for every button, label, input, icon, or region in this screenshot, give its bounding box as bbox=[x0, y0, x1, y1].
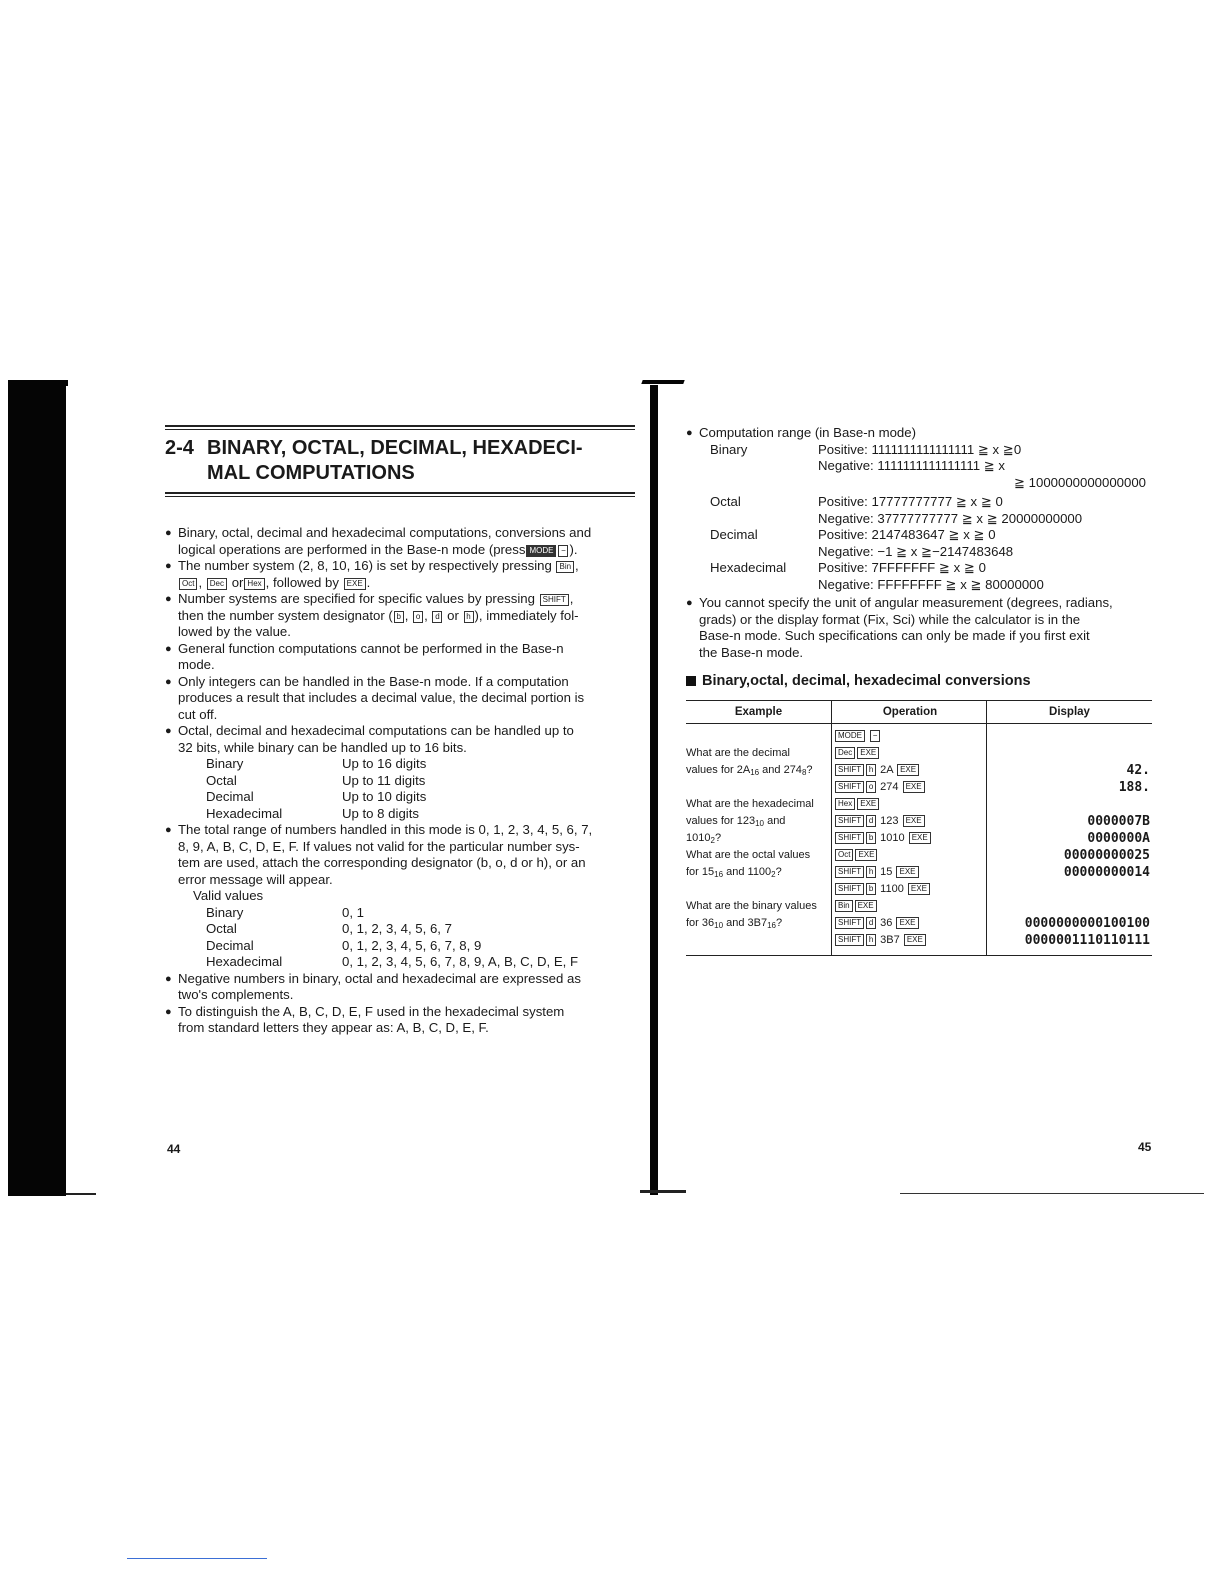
binding-edge-left bbox=[8, 380, 66, 1196]
valid-values: 0, 1, 2, 3, 4, 5, 6, 7 bbox=[342, 921, 452, 936]
table-row bbox=[686, 898, 1152, 956]
text-line: ● The total range of numbers handled in this mode is 0, 1, 2, 3, 4, 5, 6, 7, bbox=[178, 822, 593, 837]
text-line: cut off. bbox=[178, 706, 218, 722]
minus-key-icon: − bbox=[870, 730, 880, 742]
range-positive: Positive: 1111111111111111 ≧ x ≧0 bbox=[818, 441, 1022, 457]
range-negative: Negative: 37777777777 ≧ x ≧ 20000000000 bbox=[818, 510, 1083, 526]
display-result: 0000000000100100 bbox=[1024, 916, 1150, 931]
bullet-hex-letters bbox=[165, 1004, 635, 1037]
shift-key-icon: SHIFT bbox=[835, 815, 864, 827]
square-bullet-icon bbox=[686, 676, 696, 686]
section-title-line-2: MAL COMPUTATIONS bbox=[207, 462, 415, 484]
d-key-icon: d bbox=[866, 815, 876, 827]
text-line: ● Computation range (in Base-n mode) bbox=[699, 425, 916, 440]
exe-key-icon: EXE bbox=[857, 798, 879, 810]
d-key-icon: d bbox=[866, 917, 876, 929]
exe-key-icon: EXE bbox=[896, 866, 918, 878]
exe-key-icon: EXE bbox=[908, 883, 930, 895]
example-text: for 36 bbox=[686, 917, 715, 929]
text-line: ), immediately fol- bbox=[474, 607, 579, 623]
conversion-table bbox=[686, 700, 1152, 957]
d-key-icon: d bbox=[432, 611, 442, 623]
page-number-right: 45 bbox=[1138, 1140, 1152, 1154]
display-result: 0000000A bbox=[1087, 831, 1150, 846]
valid-values: 0, 1, 2, 3, 4, 5, 6, 7, 8, 9, A, B, C, D, E, F bbox=[342, 954, 579, 969]
example-text: ? bbox=[714, 832, 722, 844]
range-positive: Positive: 17777777777 ≧ x ≧ 0 bbox=[818, 494, 1003, 509]
base-subscript: 8 bbox=[801, 768, 807, 777]
base-subscript: 16 bbox=[714, 870, 724, 879]
range-positive: Positive: 2147483647 ≧ x ≧ 0 bbox=[818, 527, 996, 542]
text-line: 8, 9, A, B, C, D, E, F. If values not valid for the particular number sys- bbox=[178, 838, 580, 854]
hex-key-icon: Hex bbox=[835, 798, 855, 810]
valid-values-row bbox=[178, 905, 635, 922]
page-bottom-rule bbox=[900, 1193, 1204, 1194]
text-line: or bbox=[447, 607, 459, 623]
text-line: mode. bbox=[178, 657, 215, 672]
title-rule-bottom bbox=[165, 492, 635, 497]
bin-key-icon: Bin bbox=[835, 900, 853, 912]
shift-key-icon: SHIFT bbox=[540, 594, 569, 606]
exe-key-icon: EXE bbox=[896, 917, 918, 929]
valid-values-table bbox=[178, 905, 635, 971]
exe-key-icon: EXE bbox=[904, 934, 926, 946]
base-subscript: 2 bbox=[710, 836, 715, 845]
table-row bbox=[686, 745, 1152, 796]
mode-key-icon: MODE bbox=[526, 545, 556, 557]
input-value: 274 bbox=[880, 781, 899, 793]
oct-key-icon: Oct bbox=[835, 849, 853, 861]
text-line: produces a result that includes a decimal value, the decimal portion is bbox=[178, 690, 585, 705]
shift-key-icon: SHIFT bbox=[835, 866, 864, 878]
display-result: 0000007B bbox=[1087, 814, 1150, 829]
text-line: ● Binary, octal, decimal and hexadecimal computations, conversions and bbox=[178, 525, 592, 540]
subsection-title-text: Binary,octal, decimal, hexadecimal conversions bbox=[702, 673, 1031, 689]
example-text: ? bbox=[806, 764, 813, 776]
range-row bbox=[686, 577, 1150, 594]
bullet-computation-range bbox=[686, 425, 1150, 442]
hex-key-icon: Hex bbox=[244, 578, 264, 590]
section-title bbox=[165, 436, 635, 486]
text-line: ). bbox=[569, 541, 578, 557]
dec-key-icon: Dec bbox=[835, 747, 855, 759]
bullet-valid-range bbox=[165, 822, 635, 971]
text-line: Base-n mode. Such specifications can only be made if you first exit bbox=[699, 628, 1090, 643]
example-text: What are the binary values bbox=[686, 900, 817, 912]
binding-spine-bottom bbox=[640, 1190, 686, 1193]
text-line: Number systems are specified for specific values by pressing bbox=[178, 591, 535, 606]
bullet-angle-unit-note bbox=[686, 595, 1150, 661]
digit-limit-table bbox=[178, 756, 635, 822]
bullet-general-functions bbox=[165, 641, 635, 674]
o-key-icon: o bbox=[413, 611, 423, 623]
text-line: The number system (2, 8, 10, 16) is set by respectively pressing bbox=[178, 558, 552, 573]
input-value: 1010 bbox=[880, 832, 905, 844]
example-text: values for 2A bbox=[686, 764, 751, 776]
h-key-icon: h bbox=[464, 611, 474, 623]
text-line: the Base-n mode. bbox=[699, 644, 804, 660]
example-text: values for 123 bbox=[686, 815, 756, 827]
valid-values: 0, 1, 2, 3, 4, 5, 6, 7, 8, 9 bbox=[342, 937, 482, 953]
b-key-icon: b bbox=[394, 611, 404, 623]
text-line: ● To distinguish the A, B, C, D, E, F used in the hexadecimal system bbox=[178, 1003, 565, 1019]
bullet-base-n-mode bbox=[165, 525, 635, 558]
base-subscript: 16 bbox=[750, 768, 760, 777]
text-line: or bbox=[231, 574, 244, 590]
input-value: 2A bbox=[880, 764, 894, 776]
example-text: What are the octal values bbox=[686, 849, 811, 861]
digit-limit: Up to 16 digits bbox=[342, 756, 427, 771]
input-value: 123 bbox=[880, 815, 899, 827]
h-key-icon: h bbox=[866, 866, 876, 878]
range-negative: Negative: −1 ≧ x ≧−2147483648 bbox=[818, 543, 1014, 559]
system-name: Octal bbox=[710, 494, 741, 509]
text-line: ● Octal, decimal and hexadecimal computations can be handled up to bbox=[178, 723, 574, 738]
range-table bbox=[686, 442, 1150, 594]
text-line: grads) or the display format (Fix, Sci) while the calculator is in the bbox=[699, 611, 1081, 627]
range-positive: Positive: 7FFFFFFF ≧ x ≧ 0 bbox=[818, 560, 986, 575]
text-line: lowed by the value. bbox=[178, 624, 291, 639]
range-negative-cont: ≧ 1000000000000000 bbox=[1013, 474, 1146, 490]
example-text: and 274 bbox=[759, 764, 802, 776]
binding-spine bbox=[650, 385, 658, 1195]
display-result: 00000000025 bbox=[1063, 848, 1150, 863]
exe-key-icon: EXE bbox=[903, 815, 925, 827]
digit-limit: Up to 8 digits bbox=[342, 805, 419, 821]
binding-spine-top bbox=[641, 380, 684, 384]
input-value: 15 bbox=[880, 866, 893, 878]
valid-values-heading: Valid values bbox=[193, 888, 264, 903]
right-page bbox=[686, 425, 1150, 956]
underline-mark bbox=[127, 1558, 267, 1559]
range-row bbox=[686, 511, 1150, 528]
valid-values-row bbox=[178, 954, 635, 971]
system-name: Hexadecimal bbox=[710, 560, 787, 575]
text-line: ● You cannot specify the unit of angular measurement (degrees, radians, bbox=[699, 595, 1113, 610]
shift-key-icon: SHIFT bbox=[835, 781, 864, 793]
shift-key-icon: SHIFT bbox=[835, 883, 864, 895]
exe-key-icon: EXE bbox=[344, 578, 366, 590]
system-name: Octal bbox=[206, 772, 237, 788]
b-key-icon: b bbox=[866, 883, 876, 895]
base-subscript: 10 bbox=[755, 819, 765, 828]
valid-values: 0, 1 bbox=[342, 904, 364, 920]
digit-limit: Up to 11 digits bbox=[342, 772, 426, 788]
exe-key-icon: EXE bbox=[903, 781, 925, 793]
digit-limit-row bbox=[178, 756, 635, 773]
text-line: ● Only integers can be handled in the Base-n mode. If a computation bbox=[178, 673, 569, 689]
bullet-bit-limits bbox=[165, 723, 635, 822]
display-result: 00000000014 bbox=[1063, 865, 1150, 880]
example-text: ? bbox=[776, 917, 783, 929]
display-result: 42. bbox=[1126, 763, 1150, 778]
example-text: ? bbox=[775, 866, 782, 878]
table-row bbox=[686, 847, 1152, 898]
text-line: two's complements. bbox=[178, 987, 294, 1002]
bin-key-icon: Bin bbox=[556, 561, 574, 573]
binding-edge-left-top bbox=[60, 380, 68, 386]
input-value: 36 bbox=[880, 917, 893, 929]
exe-key-icon: EXE bbox=[855, 849, 877, 861]
title-rule-top bbox=[165, 425, 635, 430]
text-line: from standard letters they appear as: A, B, C, D, E, F. bbox=[178, 1020, 489, 1035]
system-name: Hexadecimal bbox=[206, 805, 283, 821]
system-name: Decimal bbox=[206, 937, 254, 953]
exe-key-icon: EXE bbox=[857, 747, 879, 759]
text-line: tem are used, attach the corresponding designator (b, o, d or h), or an bbox=[178, 855, 586, 870]
range-row bbox=[686, 442, 1150, 459]
shift-key-icon: SHIFT bbox=[835, 832, 864, 844]
digit-limit: Up to 10 digits bbox=[342, 789, 427, 804]
text-line: error message will appear. bbox=[178, 871, 333, 887]
shift-key-icon: SHIFT bbox=[835, 934, 864, 946]
text-line: then the number system designator ( bbox=[178, 607, 393, 623]
h-key-icon: h bbox=[866, 934, 876, 946]
range-row bbox=[686, 527, 1150, 544]
range-row bbox=[686, 560, 1150, 577]
section-number: 2-4 bbox=[165, 437, 194, 459]
minus-key-icon: − bbox=[558, 545, 568, 557]
oct-key-icon: Oct bbox=[179, 578, 197, 590]
b-key-icon: b bbox=[866, 832, 876, 844]
valid-values-row bbox=[178, 921, 635, 938]
bullet-designator: ● Number systems are specified for specific values by pressing SHIFT , then the number system designator ( b , o , d or h ), immediately fol- lowed by the value. bbox=[165, 591, 635, 641]
base-subscript: 10 bbox=[714, 921, 724, 930]
exe-key-icon: EXE bbox=[897, 764, 919, 776]
range-row bbox=[686, 494, 1150, 511]
base-subscript: 2 bbox=[771, 870, 776, 879]
mode-key-icon: MODE bbox=[835, 730, 865, 742]
example-text: and 3B7 bbox=[723, 917, 768, 929]
o-key-icon: o bbox=[866, 781, 876, 793]
system-name: Decimal bbox=[710, 527, 758, 542]
system-name: Binary bbox=[710, 441, 748, 457]
text-line: 32 bits, while binary can be handled up to 16 bits. bbox=[178, 739, 467, 755]
range-row bbox=[686, 544, 1150, 561]
subsection-title bbox=[686, 673, 1150, 690]
text-line: logical operations are performed in the Base-n mode (press bbox=[178, 541, 526, 557]
left-page bbox=[165, 425, 635, 1037]
input-value: 3B7 bbox=[880, 934, 900, 946]
text-line: ● General function computations cannot be performed in the Base-n bbox=[178, 640, 564, 656]
section-title-line-1: BINARY, OCTAL, DECIMAL, HEXADECI- bbox=[207, 437, 583, 459]
example-text: for 15 bbox=[686, 866, 715, 878]
range-row bbox=[686, 475, 1150, 492]
base-subscript: 16 bbox=[767, 921, 776, 930]
example-text: and 1100 bbox=[723, 866, 772, 878]
input-value: 1100 bbox=[880, 883, 904, 895]
range-row bbox=[686, 458, 1150, 475]
range-negative: Negative: FFFFFFFF ≧ x ≧ 80000000 bbox=[818, 576, 1044, 592]
example-text: 1010 bbox=[686, 832, 711, 844]
header-operation: Operation bbox=[832, 700, 987, 724]
exe-key-icon: EXE bbox=[855, 900, 877, 912]
example-text: and bbox=[764, 815, 786, 827]
table-row bbox=[686, 724, 1152, 746]
bullet-integers-only bbox=[165, 674, 635, 724]
exe-key-icon: EXE bbox=[909, 832, 931, 844]
system-name: Binary bbox=[206, 904, 244, 920]
system-name: Hexadecimal bbox=[206, 954, 283, 969]
system-name: Binary bbox=[206, 756, 244, 771]
example-text: What are the hexadecimal bbox=[686, 798, 814, 810]
shift-key-icon: SHIFT bbox=[835, 764, 864, 776]
system-name: Octal bbox=[206, 921, 237, 936]
shift-key-icon: SHIFT bbox=[835, 917, 864, 929]
system-name: Decimal bbox=[206, 789, 254, 804]
digit-limit-row bbox=[178, 789, 635, 806]
dec-key-icon: Dec bbox=[207, 578, 227, 590]
digit-limit-row bbox=[178, 773, 635, 790]
valid-values-row bbox=[178, 938, 635, 955]
text-line: , followed by bbox=[265, 574, 339, 590]
bullet-number-system: ● The number system (2, 8, 10, 16) is set by respectively pressing Bin , Oct , Dec or Hex , followed by EXE . bbox=[165, 558, 635, 591]
display-result: 0000001110110111 bbox=[1024, 933, 1150, 948]
text-line: ● Negative numbers in binary, octal and hexadecimal are expressed as bbox=[178, 970, 581, 986]
header-example: Example bbox=[686, 700, 832, 724]
digit-limit-row bbox=[178, 806, 635, 823]
bullet-twos-complement bbox=[165, 971, 635, 1004]
table-row bbox=[686, 796, 1152, 847]
range-negative: Negative: 1111111111111111 ≧ x bbox=[818, 458, 1005, 473]
page-number-left: 44 bbox=[167, 1142, 181, 1156]
header-display: Display bbox=[987, 700, 1153, 724]
binding-edge-left-bottom bbox=[66, 1193, 96, 1195]
h-key-icon: h bbox=[866, 764, 876, 776]
example-text: What are the decimal bbox=[686, 747, 790, 759]
display-result: 188. bbox=[1118, 780, 1150, 795]
